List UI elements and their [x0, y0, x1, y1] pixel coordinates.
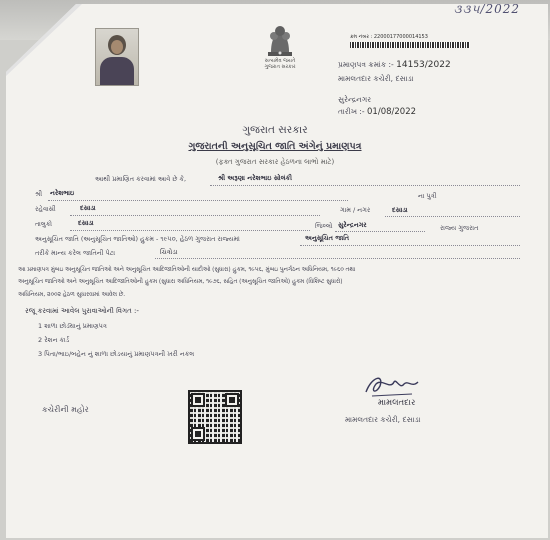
paragraph-line-2: અનુસૂચિત જાતિઓ અને અનુસૂચિત આદિજાતિઓની હુકમ (સુધારા અધિનિયમ, ૧૯૭૬, સહિત (અનુસૂચિત જાતિઓ) હુકમ (વિશિષ્ટ સુધારો): [18, 279, 343, 285]
caste-name: ચિત્રોડા: [160, 248, 178, 256]
certificate-number-row: પ્રમાણપત્ર ક્રમાંક :- 14153/2022: [338, 60, 451, 70]
applicant-name: શ્રી અરૂણા નરેશભાઇ સોલંકી: [218, 174, 292, 182]
paragraph-line-1: આ પ્રમાણપત્ર મુંબઇ અનુસૂચિત જાતિઓ અને અનુસૂચિત આદિજાતિઓની યાદીઓ (સુધારા) હુકમ, ૧૯૫૬, મુંબઇ પુનર્ગઠન અધિનિયમ, ૧૯૬૦ તથા: [18, 267, 356, 273]
officer-office: મામલતદાર કચેરી, દસાડા: [345, 415, 421, 424]
applicant-photo: [95, 28, 139, 86]
state-label: રાજ્ય ગુજરાત: [440, 224, 479, 232]
barcode: [350, 42, 470, 48]
caste-order-line: અનુસૂચિત જાતિ (અનુસૂચિત જાતિઓ) હુકમ - ૧૯૫૦, હેઠળ ગુજરાત રાજ્યમાં: [35, 235, 240, 243]
document-item-3: 3 પિતા/ભાઇ/બહેન નું શાળા છોડયાનું પ્રમાણપત્રની ખરી નકલ: [38, 350, 195, 358]
issuing-office: મામલતદાર કચેરી, દસાડા: [338, 74, 414, 83]
paragraph-line-3: અધિનિયમ, ૨૦૦૨ હેઠળ સુધારવામાં આવેલ છે.: [18, 292, 126, 298]
document-item-1: 1 શાળા છોડ્યાનું પ્રમાણપત્ર: [38, 322, 107, 330]
residence-value: દસાડા: [80, 204, 96, 212]
qr-code: [188, 390, 242, 444]
certificate-subtitle: (ફક્ત ગુજરાત સરકાર હેઠળના લાભો માટે): [215, 158, 335, 166]
certificate-title: ગુજરાતની અનુસૂચિત જાતિ અંગેનું પ્રમાણપત્ર: [188, 141, 362, 152]
certify-label: આથી પ્રમાણિત કરવામાં આવે છે કે,: [95, 175, 187, 183]
district-value: સુરેન્દ્રનગર: [338, 221, 367, 229]
handwritten-reference: ૩૩૫/2022: [453, 2, 520, 16]
document-item-2: 2 રેશન કાર્ડ: [38, 336, 70, 344]
office-seal-label: કચેરીની મહોર: [42, 405, 89, 414]
father-name: નરેશભાઇ: [50, 189, 75, 197]
caste-category: અનુસૂચિત જાતિ: [305, 234, 350, 242]
officer-designation: મામલતદાર: [378, 398, 416, 408]
village-value: દસાડા: [392, 206, 408, 214]
taluka-value: દસાડા: [78, 219, 94, 227]
relation-label: ના પુત્રી: [418, 192, 437, 200]
officer-signature: [362, 372, 422, 400]
issuing-place: સુરેન્દ્રનગર: [338, 95, 372, 104]
documents-heading: રજૂ કરવામાં આવેલ પુરાવાઓની વિગત :-: [25, 307, 139, 315]
lion-capital-icon: [263, 22, 297, 58]
government-heading: ગુજરાત સરકાર: [242, 124, 308, 136]
state-emblem: સત્યમેવ જયતે ગુજરાત સરકાર: [250, 22, 310, 77]
serial-number: ક્રમ નંબર : 22000177000014153: [350, 34, 428, 40]
issue-date-row: તારીખ :- 01/08/2022: [338, 107, 417, 117]
